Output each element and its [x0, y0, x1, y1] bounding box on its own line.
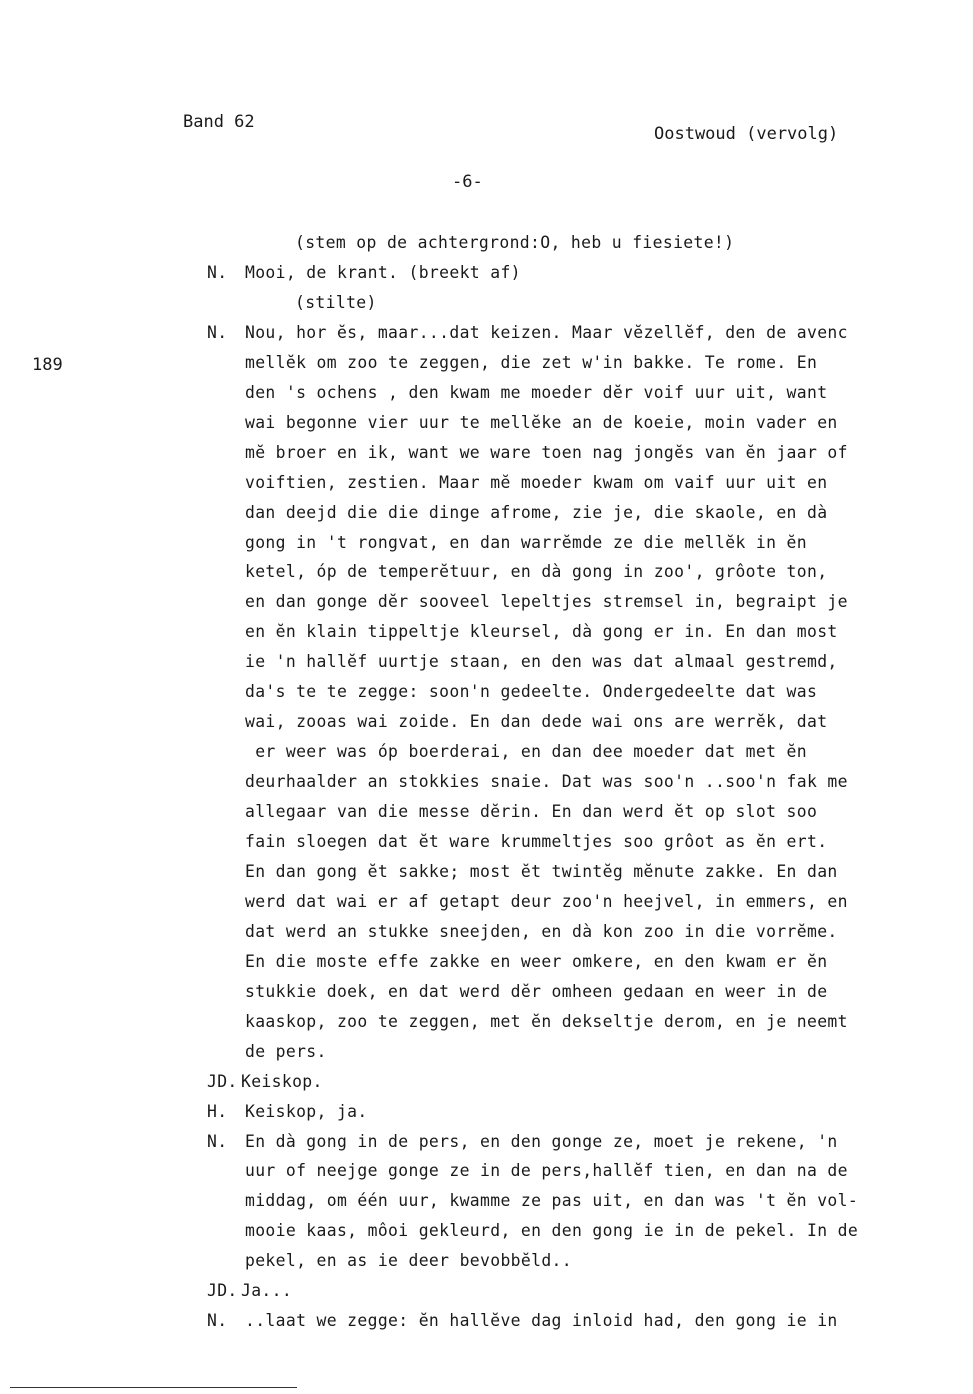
transcript-line: [0, 1097, 973, 1127]
transcript-line: [0, 857, 973, 887]
line-text: Keiskop.: [241, 1071, 323, 1091]
transcript-line: [0, 318, 973, 348]
transcript-line: [0, 378, 973, 408]
margin-counter: 189: [32, 355, 63, 375]
speaker-label: N.: [207, 322, 228, 342]
transcript-line: [0, 1007, 973, 1037]
line-text: middag, om één uur, kwamme ze pas uit, en dan was 't ĕn vol-: [245, 1191, 859, 1211]
speaker-label: H.: [207, 1101, 228, 1121]
line-text: (stem op de achtergrond:O, heb u fiesiete!): [295, 233, 735, 252]
line-text: en dan gonge dĕr sooveel lepeltjes stremsel in, begraipt je: [245, 592, 848, 612]
line-text: En dan gong ĕt sakke; most ĕt twintĕg mĕnute zakke. En dan: [245, 861, 838, 881]
line-text: fain sloegen dat ĕt ware krummeltjes soo grôot as ĕn ert.: [245, 832, 828, 851]
speaker-label: JD.: [207, 1071, 238, 1091]
line-text: ie 'n hallĕf uurtje staan, en den was dat almaal gestremd,: [245, 652, 838, 672]
location-heading: Oostwoud (vervolg): [654, 124, 839, 144]
transcript-line: [0, 228, 973, 258]
transcript-line: [0, 827, 973, 857]
transcript-line: [0, 1306, 973, 1336]
speaker-label: N.: [207, 1311, 228, 1331]
line-text: gong in 't rongvat, en dan warrĕmde ze die mellĕk in ĕn: [245, 532, 807, 552]
line-text: dat werd an stukke sneejden, en dà kon zoo in die vorrĕme.: [245, 921, 838, 941]
speaker-label: JD.: [207, 1281, 238, 1301]
transcript-line: [0, 767, 973, 797]
transcript-line: [0, 587, 973, 617]
tape-label: Band 62: [183, 112, 255, 132]
transcript-line: [0, 258, 973, 288]
transcript-line: [0, 647, 973, 677]
transcript-line: [0, 468, 973, 498]
transcript-line: [0, 348, 973, 378]
footer-rule: [10, 1387, 297, 1388]
line-text: En dà gong in de pers, en den gonge ze, moet je rekene, 'n: [245, 1131, 838, 1151]
line-text: ..laat we zegge: ĕn hallĕve dag inloid had, den gong ie in: [245, 1311, 838, 1331]
line-text: wai begonne vier uur te mellĕke an de koeie, moin vader en: [245, 412, 838, 432]
transcript-line: [0, 887, 973, 917]
line-text: mellĕk om zoo te zeggen, die zet w'in bakke. Te rome. En: [245, 352, 818, 372]
line-text: Nou, hor ĕs, maar...dat keizen. Maar vĕzellĕf, den de avenc: [245, 322, 848, 342]
line-text: deurhaalder an stokkies snaie. Dat was soo'n ..soo'n fak me: [245, 772, 848, 792]
line-text: er weer was óp boerderai, en dan dee moeder dat met ĕn: [245, 742, 807, 762]
line-text: voiftien, zestien. Maar mĕ moeder kwam om vaif uur uit en: [245, 472, 828, 492]
transcript-line: [0, 947, 973, 977]
transcript-line: [0, 737, 973, 767]
transcript-line: [0, 1067, 973, 1097]
line-text: stukkie doek, en dat werd dĕr omheen gedaan en weer in de: [245, 981, 828, 1001]
transcript-line: [0, 1127, 973, 1157]
line-text: de pers.: [245, 1041, 327, 1061]
speaker-label: N.: [207, 262, 228, 282]
transcript-line: [0, 1037, 973, 1067]
line-text: wai, zooas wai zoide. En dan dede wai ons are werrĕk, dat: [245, 712, 828, 732]
transcript-line: [0, 797, 973, 827]
line-text: En die moste effe zakke en weer omkere, en den kwam er ĕn: [245, 951, 828, 971]
line-text: Ja...: [241, 1281, 293, 1301]
line-text: allegaar van die messe dĕrin. En dan werd ĕt op slot soo: [245, 802, 818, 822]
transcript-line: [0, 1276, 973, 1306]
transcript-line: [0, 1246, 973, 1276]
line-text: en ĕn klain tippeltje kleursel, dà gong er in. En dan most: [245, 622, 838, 642]
transcript-line: [0, 1216, 973, 1246]
speaker-label: N.: [207, 1131, 228, 1151]
transcript-line: [0, 557, 973, 587]
transcript-line: [0, 707, 973, 737]
transcript-line: [0, 617, 973, 647]
transcript-line: [0, 1186, 973, 1216]
transcript-line: [0, 528, 973, 558]
line-text: mooie kaas, môoi gekleurd, en den gong ie in de pekel. In de: [245, 1221, 859, 1241]
line-text: dan deejd die die dinge afrome, zie je, die skaole, en dà: [245, 502, 828, 522]
line-text: da's te te zegge: soon'n gedeelte. Ondergedeelte dat was: [245, 682, 818, 702]
line-text: Mooi, de krant. (breekt af): [245, 262, 521, 282]
line-text: (stilte): [295, 292, 377, 312]
transcript-line: [0, 977, 973, 1007]
line-text: uur of neejge gonge ze in de pers,hallĕf tien, en dan na de: [245, 1161, 848, 1181]
transcript-line: [0, 438, 973, 468]
line-text: kaaskop, zoo te zeggen, met ĕn dekseltje derom, en je neemt: [245, 1011, 848, 1031]
transcript-line: [0, 498, 973, 528]
line-text: werd dat wai er af getapt deur zoo'n heejvel, in emmers, en: [245, 891, 848, 911]
line-text: den 's ochens , den kwam me moeder dĕr voif uur uit, want: [245, 382, 828, 402]
line-text: pekel, en as ie deer bevobbĕld..: [245, 1251, 572, 1271]
transcript-line: [0, 677, 973, 707]
line-text: Keiskop, ja.: [245, 1101, 368, 1121]
transcript-line: [0, 408, 973, 438]
page-number: -6-: [452, 172, 483, 192]
transcript-line: [0, 917, 973, 947]
transcript-line: [0, 1156, 973, 1186]
line-text: ketel, óp de temperĕtuur, en dà gong in zoo', grôote ton,: [245, 562, 828, 582]
transcript-line: [0, 288, 973, 318]
line-text: mĕ broer en ik, want we ware toen nag jongĕs van ĕn jaar of: [245, 442, 848, 462]
